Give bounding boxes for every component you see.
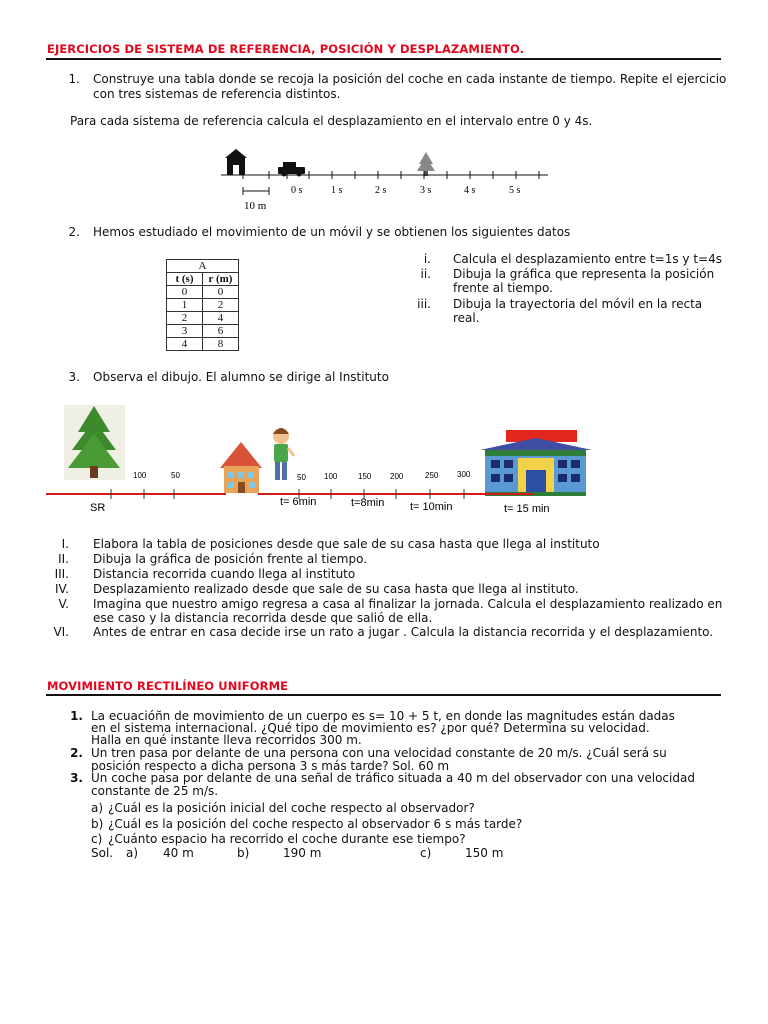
- exercise-number: 2.: [68, 225, 80, 239]
- subitem-text: ¿Cuál es la posición del coche respecto al observador 6 s más tarde?: [108, 817, 523, 831]
- item-mark: iii.: [417, 297, 431, 311]
- tick-label: 50: [171, 471, 180, 480]
- table-cell: 6: [203, 325, 239, 338]
- subitem-mark: c): [91, 832, 103, 846]
- item-mark: I.: [61, 537, 69, 551]
- item-text: real.: [453, 311, 480, 325]
- problem-text: constante de 25 m/s.: [91, 784, 219, 798]
- problem-text: Un tren pasa por delante de una persona con una velocidad constante de 20 m/s. ¿Cuál será su: [91, 746, 667, 760]
- item-text: Distancia recorrida cuando llega al instituto: [93, 567, 356, 581]
- time-label: 1 s: [331, 185, 343, 196]
- table-row: [167, 286, 239, 299]
- time-label: 3 s: [420, 185, 432, 196]
- table-header: t (s): [167, 273, 203, 286]
- table-row: [167, 299, 239, 312]
- time-label: t= 10min: [410, 501, 453, 513]
- item-text: Imagina que nuestro amigo regresa a casa al finalizar la jornada. Calcula el desplazamiento realizado en: [93, 597, 723, 611]
- tree-icon: [417, 152, 435, 176]
- scale-label: 10 m: [244, 200, 267, 212]
- solution-value: 40 m: [163, 846, 194, 860]
- table-cell: 1: [167, 299, 203, 312]
- tick-label: 50: [297, 473, 306, 482]
- subitem-text: ¿Cuánto espacio ha recorrido el coche durante ese tiempo?: [108, 832, 466, 846]
- section-title-references: EJERCICIOS DE SISTEMA DE REFERENCIA, POSICIÓN Y DESPLAZAMIENTO.: [47, 42, 525, 56]
- exercise-text: Observa el dibujo. El alumno se dirige al Instituto: [93, 370, 389, 384]
- table-header: r (m): [203, 273, 239, 286]
- solution-label: Sol.: [91, 846, 114, 860]
- problem-number: 3.: [70, 771, 83, 785]
- item-mark: ii.: [420, 267, 431, 281]
- problem-text: Halla en qué instante lleva recorridos 300 m.: [91, 733, 362, 747]
- problem-text: Un coche pasa por delante de una señal de tráfico situada a 40 m del observador con una velocidad: [91, 771, 695, 785]
- item-text: Antes de entrar en casa decide irse un rato a jugar . Calcula la distancia recorrida y el desplazamiento.: [93, 625, 714, 639]
- time-label: t= 6min: [280, 496, 317, 508]
- tick-label: 150: [358, 472, 372, 481]
- exercise-paragraph: Para cada sistema de referencia calcula el desplazamiento en el intervalo entre 0 y 4s.: [70, 114, 593, 128]
- subitem-mark: b): [91, 817, 104, 831]
- table-cell: 2: [203, 299, 239, 312]
- table-cell: 0: [203, 286, 239, 299]
- house-icon: [220, 442, 262, 493]
- tree-icon: [64, 405, 125, 480]
- problem-text: posición respecto a dicha persona 3 s más tarde? Sol. 60 m: [91, 759, 450, 773]
- item-text: Desplazamiento realizado desde que sale de su casa hasta que llega al instituto.: [93, 582, 579, 596]
- time-label: 4 s: [464, 185, 476, 196]
- table-cell: 3: [167, 325, 203, 338]
- table-cell: 8: [203, 338, 239, 351]
- solution-value: 190 m: [283, 846, 322, 860]
- tick-label: 200: [390, 472, 404, 481]
- tick-label: 100: [133, 471, 147, 480]
- tick-label: 250: [425, 471, 439, 480]
- solution-value: 150 m: [465, 846, 504, 860]
- section-title-mru: MOVIMIENTO RECTILÍNEO UNIFORME: [47, 679, 289, 693]
- item-mark: III.: [54, 567, 69, 581]
- exercise-number: 1.: [68, 72, 80, 86]
- problem-number: 1.: [70, 709, 83, 723]
- student-icon: [273, 428, 294, 480]
- reference-label: SR: [90, 502, 106, 514]
- table-title: A: [167, 260, 239, 273]
- item-mark: VI.: [53, 625, 69, 639]
- item-mark: V.: [58, 597, 69, 611]
- exercise-number: 3.: [68, 370, 80, 384]
- problem-text: La ecuacióñn de movimiento de un cuerpo es s= 10 + 5 t, en donde las magnitudes están dadas: [91, 709, 675, 723]
- solution-mark: b): [237, 846, 250, 860]
- subitem-mark: a): [91, 801, 104, 815]
- school-route-figure: [44, 398, 592, 522]
- item-text: Calcula el desplazamiento entre t=1s y t=4s: [453, 252, 722, 266]
- tick-label: 100: [324, 472, 338, 481]
- item-text: Dibuja la gráfica que representa la posición: [453, 267, 715, 281]
- subitem-text: ¿Cuál es la posición inicial del coche respecto al observador?: [108, 801, 475, 815]
- time-label: 0 s: [291, 185, 303, 196]
- solution-mark: c): [420, 846, 432, 860]
- section-divider: [46, 694, 721, 696]
- car-position-figure: [215, 145, 555, 215]
- section-divider: [46, 58, 721, 60]
- item-mark: II.: [58, 552, 69, 566]
- item-mark: IV.: [54, 582, 69, 596]
- tick-label: 300: [457, 470, 471, 479]
- table-cell: 0: [167, 286, 203, 299]
- exercise-text: con tres sistemas de referencia distintos.: [93, 87, 341, 101]
- school-icon: [480, 430, 592, 496]
- item-text: Dibuja la trayectoria del móvil en la recta: [453, 297, 703, 311]
- car-icon: [278, 162, 305, 177]
- time-label: 5 s: [509, 185, 521, 196]
- table-cell: 2: [167, 312, 203, 325]
- problem-number: 2.: [70, 746, 83, 760]
- exercise-text: Hemos estudiado el movimiento de un móvil y se obtienen los siguientes datos: [93, 225, 571, 239]
- exercise-text: Construye una tabla donde se recoja la posición del coche en cada instante de tiempo. Repite el ejercicio: [93, 72, 727, 86]
- time-label: t=8min: [351, 497, 385, 509]
- item-text: Dibuja la gráfica de posición frente al tiempo.: [93, 552, 368, 566]
- item-text: ese caso y la distancia recorrida desde que salió de ella.: [93, 611, 433, 625]
- table-row: [167, 325, 239, 338]
- data-table: [166, 259, 239, 351]
- time-label: t= 15 min: [504, 503, 550, 515]
- solution-mark: a): [126, 846, 139, 860]
- table-cell: 4: [167, 338, 203, 351]
- item-text: Elabora la tabla de posiciones desde que sale de su casa hasta que llega al instituto: [93, 537, 600, 551]
- problem-text: en el sistema internacional. ¿Qué tipo de movimiento es? ¿por qué? Determina su velocidad.: [91, 721, 650, 735]
- table-row: [167, 338, 239, 351]
- item-mark: i.: [423, 252, 431, 266]
- item-text: frente al tiempo.: [453, 281, 553, 295]
- house-icon: [225, 149, 247, 175]
- table-row: [167, 312, 239, 325]
- time-label: 2 s: [375, 185, 387, 196]
- table-cell: 4: [203, 312, 239, 325]
